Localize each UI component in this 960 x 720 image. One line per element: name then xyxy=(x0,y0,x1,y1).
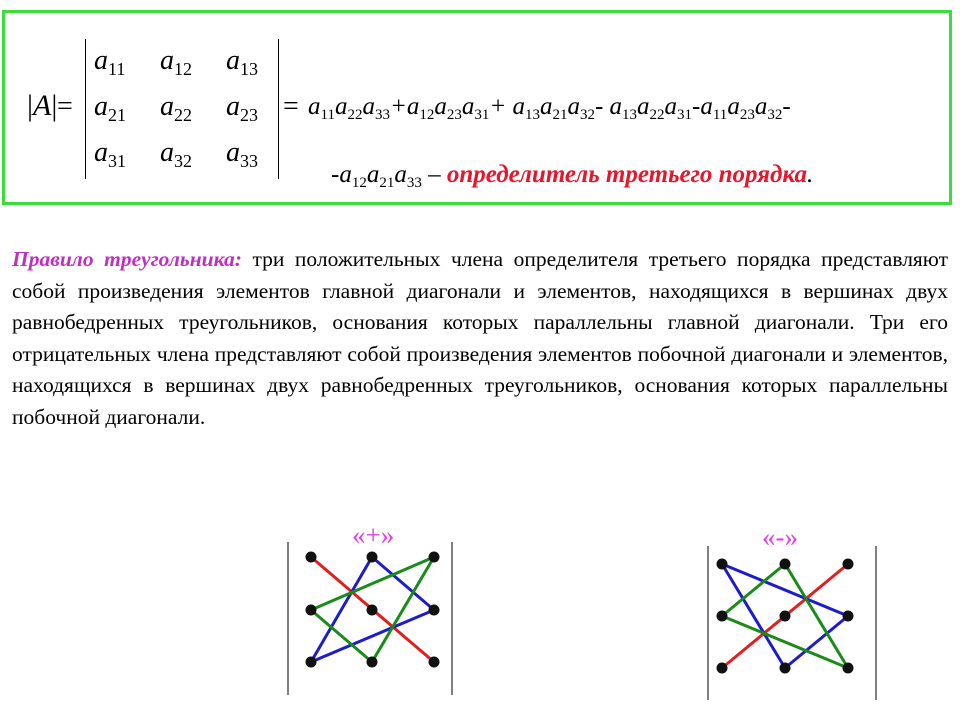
triangle-blue-edge xyxy=(311,610,434,662)
matrix-element-dot xyxy=(843,663,854,674)
matrix-element-dot xyxy=(367,552,378,563)
triangle-green-edge xyxy=(311,610,372,662)
matrix-cell: $a_{32}$ xyxy=(160,137,192,171)
plus-label: «+» xyxy=(352,520,395,550)
triangle-green-edge xyxy=(722,564,785,616)
matrix-cell: $a_{23}$ xyxy=(226,91,258,125)
matrix-cell: $a_{13}$ xyxy=(226,45,258,79)
equals-sign: = xyxy=(57,91,73,122)
triangle-blue-edge xyxy=(722,564,848,616)
triangle-green-edge xyxy=(785,564,848,668)
minus-diagram xyxy=(708,546,876,700)
rule-title: Правило треугольника: xyxy=(12,247,242,271)
triangle-blue-edge xyxy=(785,616,848,668)
matrix-element-dot xyxy=(429,657,440,668)
matrix-element-dot xyxy=(717,559,728,570)
definition-end: . xyxy=(806,161,814,188)
matrix-element-dot xyxy=(843,611,854,622)
triangle-green-edge xyxy=(372,557,434,662)
plus-diagram xyxy=(288,542,452,695)
triangle-blue-edge xyxy=(722,564,785,668)
equals-sign: = xyxy=(283,91,299,122)
matrix-element-dot xyxy=(306,605,317,616)
matrix-element-dot xyxy=(717,611,728,622)
triangle-blue-edge xyxy=(311,557,372,662)
matrix-element-dot xyxy=(429,605,440,616)
matrix-cell: $a_{33}$ xyxy=(226,137,258,171)
triangle-green-edge xyxy=(722,616,848,668)
expansion-line-2-prefix: $-a_{12}a_{21}a_{33}$ – xyxy=(331,161,447,191)
matrix-element-dot xyxy=(780,559,791,570)
matrix-element-dot xyxy=(717,663,728,674)
minus-label: «-» xyxy=(762,522,798,552)
matrix-element-dot xyxy=(367,605,378,616)
matrix-element-dot xyxy=(780,663,791,674)
matrix-element-dot xyxy=(843,559,854,570)
definition-text: определитель третьего порядка xyxy=(446,161,807,188)
matrix-element-dot xyxy=(780,611,791,622)
determinant-symbol: |A| xyxy=(27,89,58,122)
matrix-element-dot xyxy=(306,552,317,563)
matrix-element-dot xyxy=(429,552,440,563)
expansion-line-1: $a_{11}a_{22}a_{33}+a_{12}a_{23}a_{31}+ a_{13}a_{21}a_{32}-$ $a_{13}a_{22}a_{31}-a_{11}a_{23}a_{32}-$ xyxy=(308,93,791,123)
matrix-cell: $a_{31}$ xyxy=(94,137,126,171)
matrix-cell: $a_{22}$ xyxy=(160,91,192,125)
matrix-element-dot xyxy=(306,657,317,668)
matrix-element-dot xyxy=(367,657,378,668)
triangle-green-edge xyxy=(311,557,434,610)
rule-body: три положительных члена определителя третьего порядка представляют собой произведения элементов главной диагонали и элементов, находящихся в вершинах двух равнобедренных треугольников, основания которых параллельны главной диагонали. Три его отрицательных члена представляют собой произведения элементов побочной диагонали и элементов, находящихся в вершинах двух равнобедренных треугольников, основания которых параллельны побочной диагонали. xyxy=(12,247,948,429)
matrix-cell: $a_{12}$ xyxy=(160,45,192,79)
matrix-cell: $a_{21}$ xyxy=(94,91,126,125)
matrix-cell: $a_{11}$ xyxy=(94,45,126,79)
triangle-blue-edge xyxy=(372,557,434,610)
